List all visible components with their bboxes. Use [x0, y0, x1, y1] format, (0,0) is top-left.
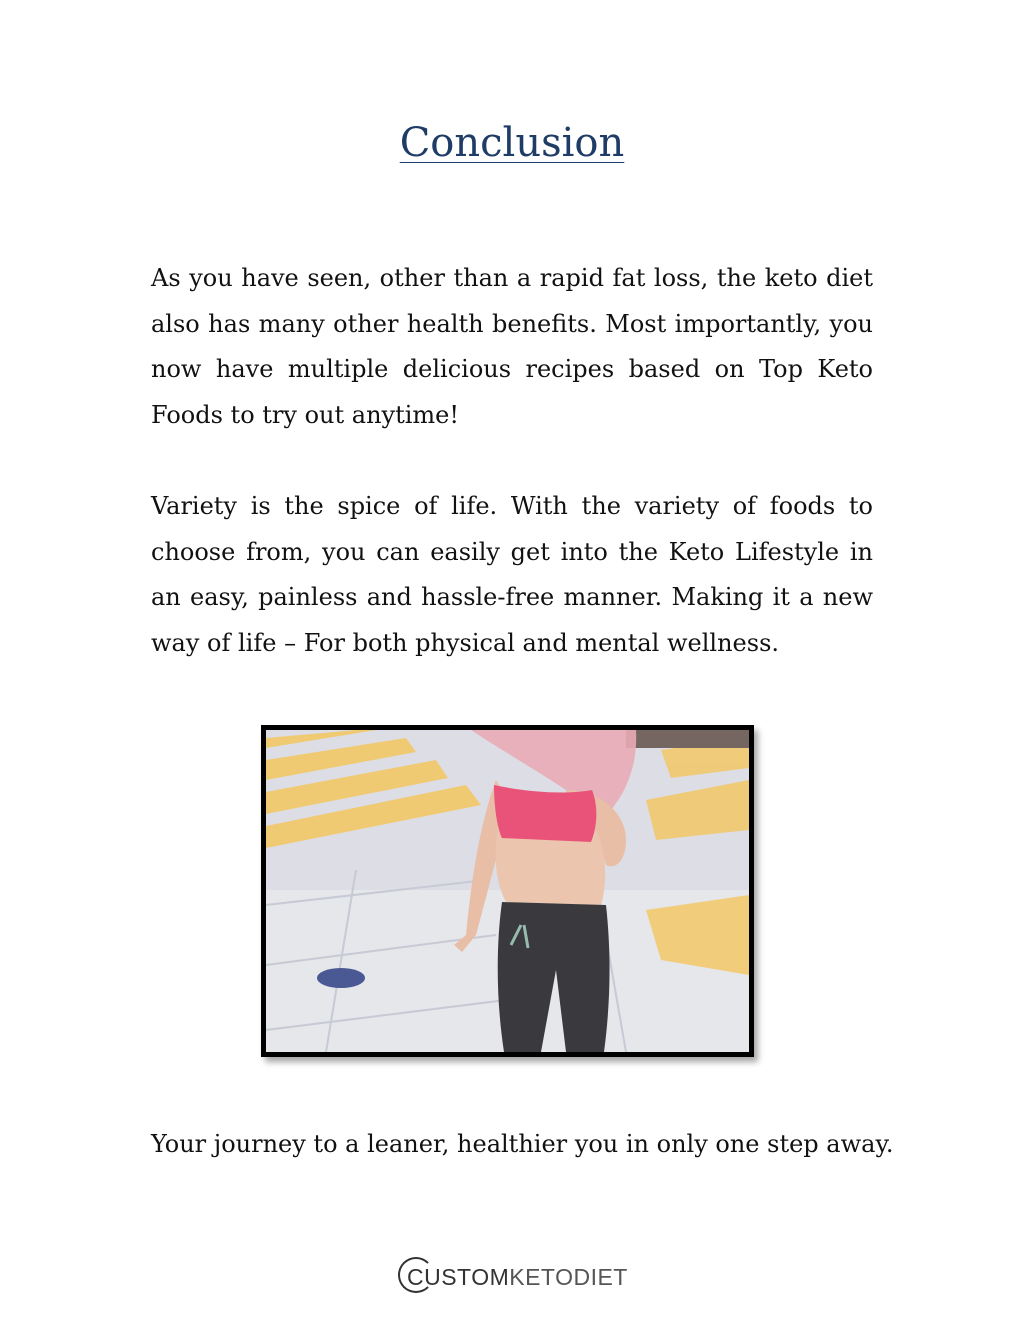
page-title: Conclusion	[399, 120, 625, 166]
fitness-photo	[261, 725, 754, 1057]
logo-text-ketodiet: KETODIET	[509, 1263, 628, 1290]
logo-text-custom: CUSTOM	[407, 1263, 510, 1290]
body-paragraph: Variety is the spice of life. With the variety of foods to choose from, you can easily get into the Keto Lifestyle in an easy, painless and hassle-free manner. Making it a new way of life – For both physical and mental wellness.	[151, 492, 873, 657]
brand-logo	[398, 1255, 628, 1299]
closing-line: Your journey to a leaner, healthier you in only one step away.	[151, 1130, 894, 1158]
body-paragraph: As you have seen, other than a rapid fat loss, the keto diet also has many other health benefits. Most importantly, you now have multiple delicious recipes based on Top Keto Foods to try out anytime!	[151, 264, 873, 429]
